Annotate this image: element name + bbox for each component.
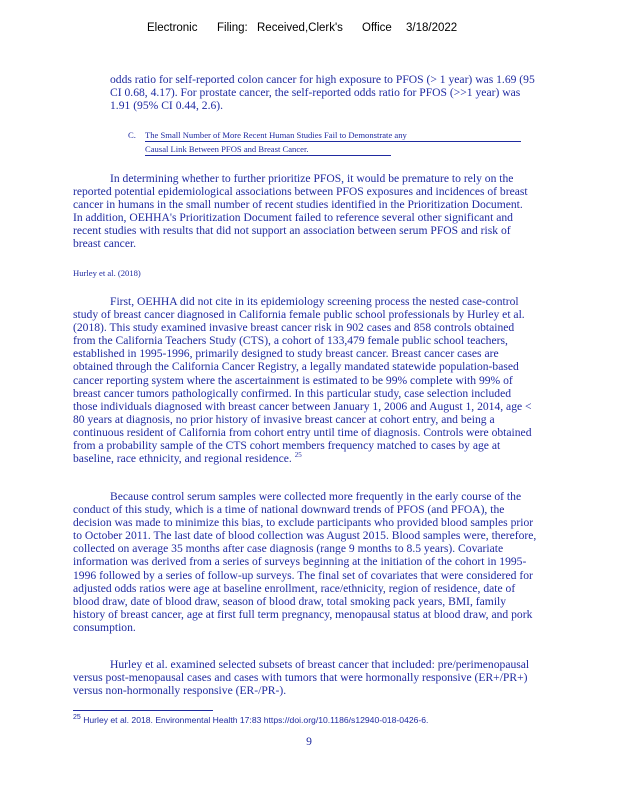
footnote-text: Hurley et al. 2018. Environmental Health 17:83 https://doi.org/10.1186/s12940-018-0426-6. [83,715,429,725]
header-received: Received,Clerk's [257,22,343,34]
header-filing: Filing: [217,22,248,34]
paragraph-serum-samples: Because control serum samples were collected more frequently in the early course of the conduct of this study, which is a time of national downward trends of PFOS (and PFOA), the decision was made to minimize this bias, to exclude participants who provided blood samples prior to October 2011. The last date of blood collection was August 2015. Blood samples were, therefore, collected on average 35 months after case diagnosis (range 9 months to 8.5 years). Covariate information was derived from a series of surveys beginning at the initiation of the cohort in 1995-1996 followed by a series of follow-up surveys. The final set of covariates that were considered for adjusted odds ratios were age at baseline enrollment, race/ethnicity, region of residence, date of blood draw, date of blood draw, season of blood draw, total smoking pack years, BMI, family history of breast cancer, age at first full term pregnancy, menopausal status at blood draw, and pork consumption. [73,490,537,634]
header-date: 3/18/2022 [406,22,458,34]
header-electronic: Electronic [147,22,198,34]
footnote-ref-25[interactable]: 25 [294,451,302,460]
section-letter: C. [128,130,136,140]
paragraph-hurley-study [73,295,538,465]
footnote-25 [73,715,428,725]
subheading-hurley: Hurley et al. (2018) [73,268,141,278]
header-office: Office [362,22,392,34]
paragraph-subsets: Hurley et al. examined selected subsets of breast cancer that included: pre/perimenopausal versus post-menopausal cases and cases with tumors that were hormonally responsive (ER+/PR+) versus non-hormonally responsive (ER-/PR-). [73,658,530,698]
section-title-line1: The Small Number of More Recent Human Studies Fail to Demonstrate any [145,130,521,142]
footnote-number: 25 [73,714,81,722]
section-title-line2: Causal Link Between PFOS and Breast Cancer. [145,144,391,156]
footnote-divider [73,710,213,711]
paragraph-prioritization: In determining whether to further prioritize PFOS, it would be premature to rely on the reported potential epidemiological associations between PFOS exposures and incidences of breast cancer in humans in the small number of recent studies identified in the Prioritization Document. In addition, OEHHA's Prioritization Document failed to reference several other significant and recent studies with results that did not support an association between serum PFOS and risk of breast cancer. [73,172,528,251]
page-number: 9 [306,735,312,748]
paragraph-odds-ratio: odds ratio for self-reported colon cancer for high exposure to PFOS (> 1 year) was 1.69 (95 CI 0.68, 4.17). For prostate cancer, the self-reported odds ratio for PFOS (>>1 year) was 1.91 (95% CI 0.44, 2.6). [110,73,535,113]
filing-header [0,22,618,38]
paragraph-hurley-study-text: First, OEHHA did not cite in its epidemiology screening process the nested case-control study of breast cancer diagnosed in California female public school professionals by Hurley et al. (2018). This study examined invasive breast cancer risk in 902 cases and 858 controls obtained from the California Teachers Study (CTS), a cohort of 133,479 female public school teachers, established in 1995-1996, primarily designed to study breast cancer. Breast cancer cases are obtained through the California Cancer Registry, a legally mandated statewide population-based cancer reporting system where the ascertainment is estimated to be 99% complete with 99% of breast cancer tumors pathologically confirmed. In this particular study, case selection included those individuals diagnosed with breast cancer between January 1, 2006 and August 1, 2014, age < 80 years at diagnosis, no prior history of invasive breast cancer at cohort entry, and being a continuous resident of California from cohort entry until time of diagnosis. Controls were obtained from a probability sample of the CTS cohort members frequency matched to cases by age at baseline, race ethnicity, and regional residence. [73,295,532,466]
